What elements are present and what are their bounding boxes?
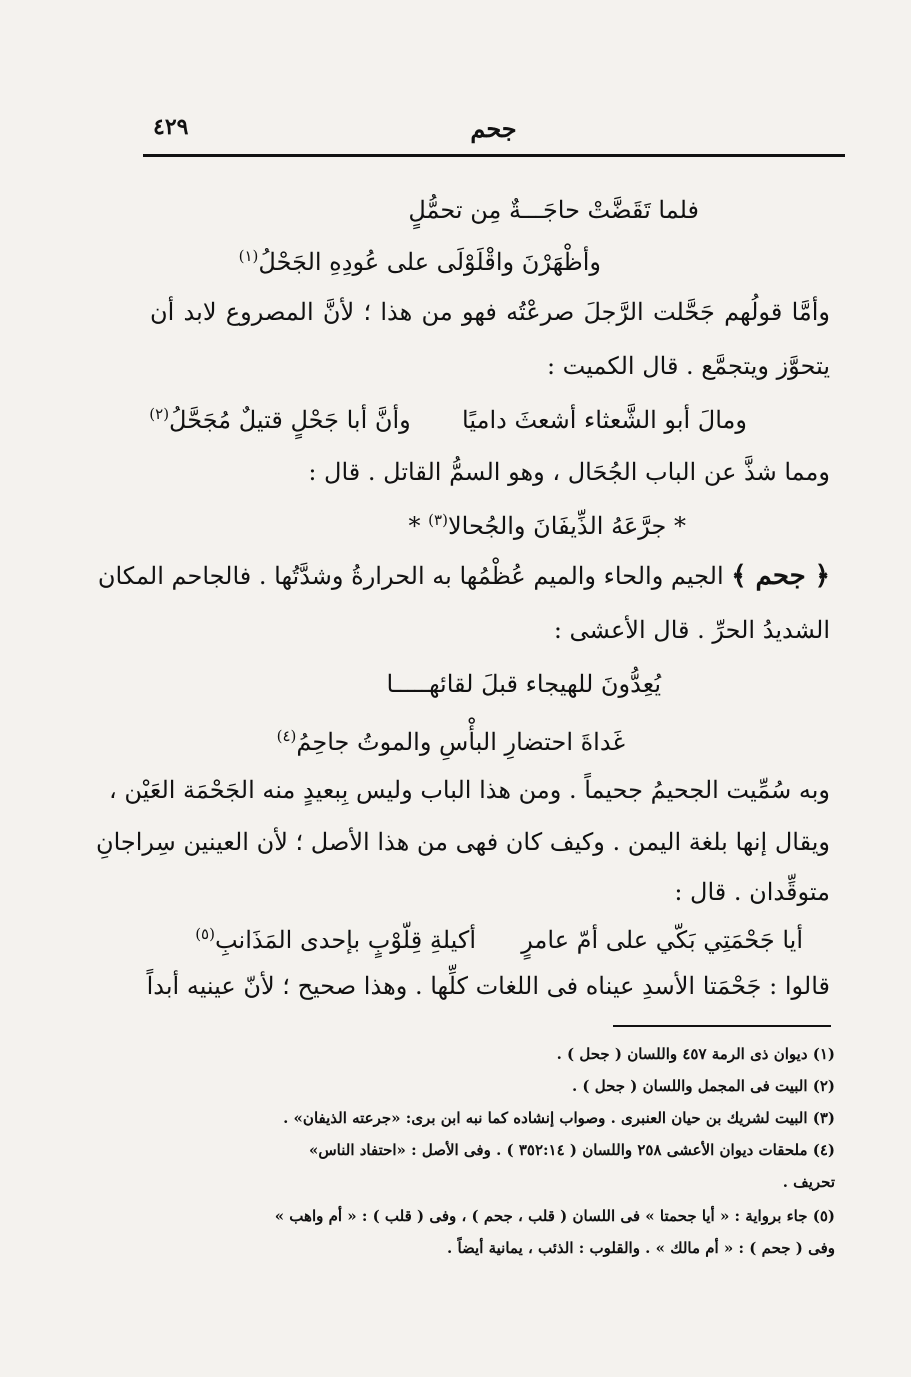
footnote-ref: (٤) bbox=[276, 727, 297, 745]
paragraph-line: يتحوَّز ويتجمَّع . قال الكميت : bbox=[546, 352, 830, 380]
footnote-ref: (١) bbox=[238, 247, 259, 265]
paragraph-line: ويقال إنها بلغة اليمن . وكيف كان فهى من هذا الأصل ؛ لأن العينين سِراجانِ bbox=[95, 828, 830, 856]
running-head: جحم bbox=[470, 114, 517, 143]
verse-line bbox=[387, 664, 661, 704]
footnote: تحريف . bbox=[782, 1173, 835, 1191]
verse-line bbox=[409, 500, 686, 546]
footnote-ref: (٣) bbox=[428, 511, 448, 529]
paragraph-text: الجيم والحاء والميم عُظْمُها به الحرارةُ وشدَّتُها . فالجاحم المكان bbox=[97, 562, 724, 590]
verse-text: فلما تَقَضَّتْ حاجَـــةٌ مِن تحمُّلٍ bbox=[408, 196, 699, 224]
footnote-rule bbox=[613, 1025, 831, 1027]
paragraph-line: قالوا : جَحْمَتا الأسدِ عيناه فى اللغات كلِّها . وهذا صحيح ؛ لأنّ عينيه أبداً bbox=[146, 972, 830, 1000]
verse-line bbox=[149, 394, 747, 440]
paragraph-line: الشديدُ الحرِّ . قال الأعشى : bbox=[553, 616, 830, 644]
page-number: ٤٢٩ bbox=[153, 114, 189, 140]
paragraph-line: وبه سُمِّيت الجحيمُ جحيماً . ومن هذا الباب وليس بِبعيدٍ منه الجَحْمَة العَيْن ، bbox=[108, 776, 830, 804]
footnote: وفى ( جحم ) : « أم مالك » . والقلوب : الذئب ، يمانية أيضاً . bbox=[447, 1239, 835, 1257]
footnote-ref: (٢) bbox=[149, 405, 170, 423]
paragraph-line: ومما شذَّ عن الباب الجُحَال ، وهو السمُّ القاتل . قال : bbox=[308, 458, 830, 486]
page-header bbox=[143, 110, 844, 150]
footnote-ref: (٥) bbox=[195, 925, 215, 943]
header-rule bbox=[143, 154, 845, 157]
verse-hemistich: أكيلةِ قِلّوْبٍ بإحدى المَذَانبِ bbox=[214, 926, 476, 954]
footnote: (٤) ملحقات ديوان الأعشى ٢٥٨ واللسان ( ٣٥٢:١٤ ) . وفى الأصل : «احتفاد الناس» bbox=[308, 1141, 835, 1159]
verse-text: * جرَّعَهُ الذِّيفَانَ والجُحالا bbox=[447, 512, 686, 540]
verse-line bbox=[239, 236, 601, 282]
verse-text: وأظْهَرْنَ واقْلَوْلَى على عُودِهِ الجَحْلُ bbox=[258, 248, 601, 276]
verse-text: يُعِدُّونَ للهيجاء قبلَ لقائهـــــا bbox=[386, 670, 661, 698]
verse-line bbox=[408, 190, 699, 230]
entry-keyword: ﴿ جحم ﴾ bbox=[731, 561, 830, 591]
footnote: (٣) البيت لشريك بن حيان العنبرى . وصواب إنشاده كما نبه ابن برى: «جرعته الذيفان» . bbox=[283, 1109, 835, 1127]
verse-hemistich: ومالَ أبو الشَّعثاء أشعثَ داميًا bbox=[462, 406, 747, 434]
footnote: (٥) جاء برواية : « أيا جحمتا » فى اللسان ( قلب ، جحم ) ، وفى ( قلب ) : « أم واهب » bbox=[274, 1207, 835, 1225]
verse-line bbox=[277, 716, 625, 762]
verse-hemistich: أيا جَحْمَتِي بَكّي على أمّ عامرٍ bbox=[521, 926, 803, 954]
paragraph-line: وأمَّا قولُهم جَحَّلت الرَّجلَ صرعْتُه فهو من هذا ؛ لأنَّ المصروع لابد أن bbox=[150, 298, 830, 326]
verse-text: غَداةَ احتضارِ البأْسِ والموتُ جاحِمُ bbox=[296, 728, 625, 756]
paragraph-line bbox=[97, 556, 830, 596]
verse-hemistich: وأنَّ أبا جَحْلٍ قتيلٌ مُجَحَّلُ bbox=[169, 406, 411, 434]
verse-end-mark: * bbox=[408, 512, 421, 540]
verse-line bbox=[195, 914, 803, 960]
footnote: (١) ديوان ذى الرمة ٤٥٧ واللسان ( جحل ) . bbox=[556, 1045, 835, 1063]
paragraph-line: متوقِّدان . قال : bbox=[674, 878, 830, 906]
footnote: (٢) البيت فى المجمل واللسان ( جحل ) . bbox=[571, 1077, 835, 1095]
